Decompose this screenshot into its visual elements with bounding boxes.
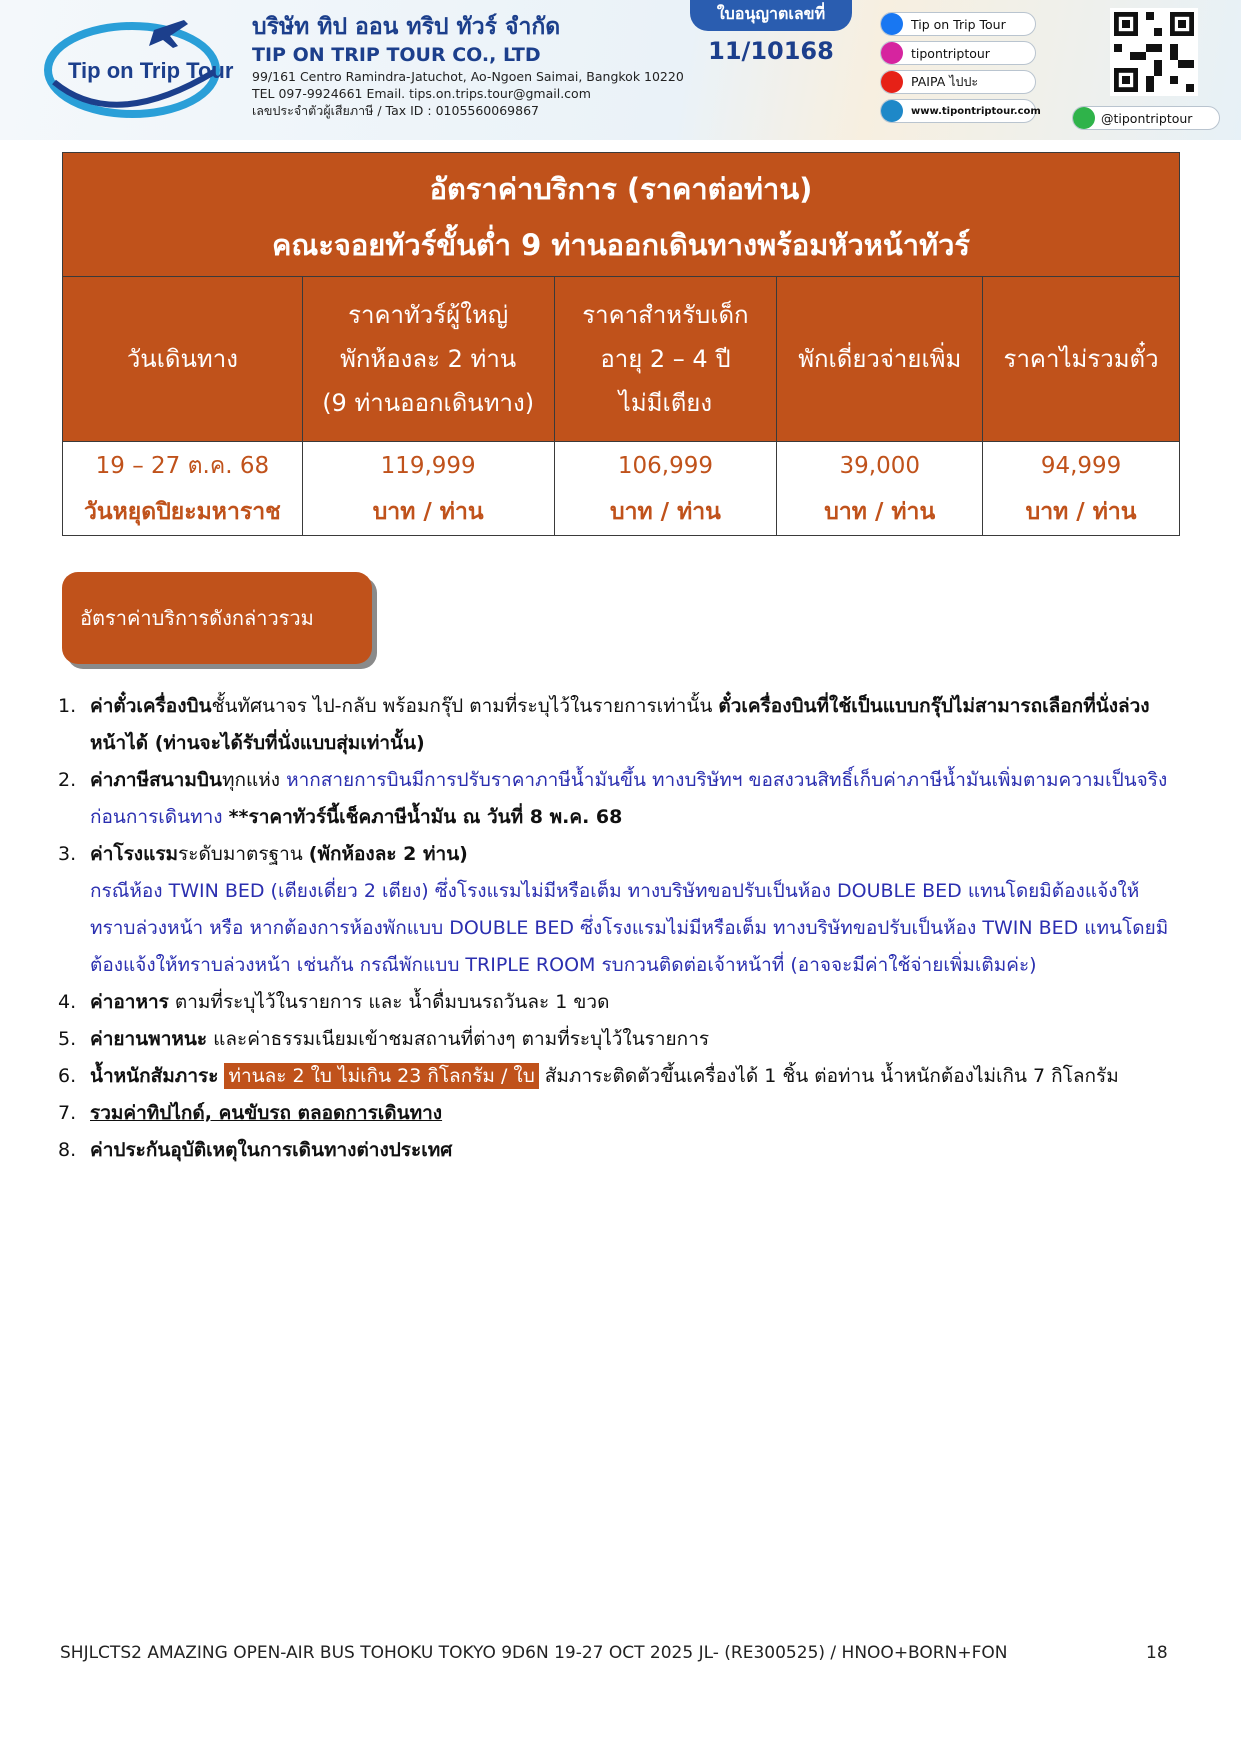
header-travel-date: วันเดินทาง	[63, 277, 303, 442]
section-heading-label: อัตราค่าบริการดังกล่าวรวม	[80, 606, 314, 630]
header-adult-price: ราคาทัวร์ผู้ใหญ่ พักห้องละ 2 ท่าน (9 ท่านออกเดินทาง)	[302, 277, 554, 442]
company-tax-id: เลขประจำตัวผู้เสียภาษี / Tax ID : 0105560069867	[252, 103, 539, 118]
price-table-title	[63, 153, 1180, 277]
price-title-line1: อัตราค่าบริการ (ราคาต่อท่าน)	[429, 171, 813, 206]
social-website[interactable]	[880, 99, 1041, 123]
cell-child-price: 106,999 บาท / ท่าน	[554, 442, 777, 536]
price-table-header-row	[63, 277, 1180, 442]
footer-tour-code: SHJLCTS2 AMAZING OPEN-AIR BUS TOHOKU TOKYO 9D6N 19-27 OCT 2025 JL- (RE300525) / HNOO+BORN+FON	[60, 1643, 1008, 1663]
price-title-line2: คณะจอยทัวร์ขั้นต่ำ 9 ท่านออกเดินทางพร้อมหัวหน้าทัวร์	[272, 227, 970, 262]
company-info	[252, 12, 702, 119]
table-row	[63, 442, 1180, 536]
social-links	[880, 12, 1041, 128]
list-item: 6. น้ำหนักสัมภาระ ท่านละ 2 ใบ ไม่เกิน 23 กิโลกรัม / ใบ สัมภาระติดตัวขึ้นเครื่องได้ 1 ชิ้น ต่อท่าน น้ำหนักต้องไม่เกิน 7 กิโลกรัม	[58, 1065, 1119, 1087]
social-website-label: www.tipontriptour.com	[911, 105, 1041, 117]
cell-no-ticket-price: 94,999 บาท / ท่าน	[983, 442, 1180, 536]
social-facebook-label: Tip on Trip Tour	[911, 16, 1006, 32]
page-header	[0, 0, 1241, 140]
section-heading-tab	[62, 572, 372, 664]
license-number: 11/10168	[708, 37, 834, 65]
includes-list	[58, 688, 1182, 1169]
company-logo	[44, 12, 234, 122]
social-youtube-label: PAIPA ไปปะ	[911, 74, 979, 89]
company-contact: TEL 097-9924661 Email. tips.on.trips.tour@gmail.com	[252, 86, 591, 101]
list-item: 8. ค่าประกันอุบัติเหตุในการเดินทางต่างประเทศ	[58, 1139, 453, 1161]
line-icon	[1073, 107, 1095, 129]
header-single-supplement: พักเดี่ยวจ่ายเพิ่ม	[777, 277, 983, 442]
instagram-icon	[881, 42, 903, 64]
social-line[interactable]	[1072, 106, 1220, 130]
social-instagram-label: tipontriptour	[911, 45, 990, 61]
baggage-highlight: ท่านละ 2 ใบ ไม่เกิน 23 กิโลกรัม / ใบ	[224, 1063, 538, 1089]
list-item: 5. ค่ายานพาหนะ และค่าธรรมเนียมเข้าชมสถานที่ต่างๆ ตามที่ระบุไว้ในรายการ	[58, 1028, 710, 1050]
list-item: 7. รวมค่าทิปไกด์, คนขับรถ ตลอดการเดินทาง	[58, 1102, 443, 1124]
license-label: ใบอนุญาตเลขที่	[690, 0, 852, 31]
social-youtube[interactable]	[880, 70, 1036, 94]
social-facebook[interactable]	[880, 12, 1036, 36]
company-name-th: บริษัท ทิป ออน ทริป ทัวร์ จำกัด	[252, 14, 561, 40]
social-line-label: @tipontriptour	[1101, 110, 1193, 126]
price-table	[62, 152, 1180, 536]
youtube-icon	[881, 71, 903, 93]
company-name-en: TIP ON TRIP TOUR CO., LTD	[252, 44, 541, 66]
logo-text: Tip on Trip Tour	[68, 58, 234, 83]
header-child-price: ราคาสำหรับเด็ก อายุ 2 – 4 ปี ไม่มีเตียง	[554, 277, 777, 442]
qr-code[interactable]	[1110, 8, 1198, 96]
page-number: 18	[1146, 1643, 1168, 1663]
web-icon	[881, 100, 903, 122]
facebook-icon	[881, 13, 903, 35]
cell-adult-price: 119,999 บาท / ท่าน	[302, 442, 554, 536]
cell-single-supplement: 39,000 บาท / ท่าน	[777, 442, 983, 536]
license-badge	[690, 0, 852, 68]
social-instagram[interactable]	[880, 41, 1036, 65]
company-address: 99/161 Centro Ramindra-Jatuchot, Ao-Ngoen Saimai, Bangkok 10220	[252, 69, 684, 84]
list-item: 2. ค่าภาษีสนามบินทุกแห่ง หากสายการบินมีการปรับราคาภาษีน้ำมันขึ้น ทางบริษัทฯ ขอสงวนสิทธิ์เก็บค่าภาษีน้ำมันเพิ่มตามความเป็นจริงก่อนการเดินทาง **ราคาทัวร์นี้เช็คภาษีน้ำมัน ณ วันที่ 8 พ.ค. 68	[58, 769, 1168, 828]
cell-travel-date: 19 – 27 ต.ค. 68 วันหยุดปิยะมหาราช	[63, 442, 303, 536]
list-item: 4. ค่าอาหาร ตามที่ระบุไว้ในรายการ และ น้ำดื่มบนรถวันละ 1 ขวด	[58, 991, 610, 1013]
header-no-ticket-price: ราคาไม่รวมตั๋ว	[983, 277, 1180, 442]
list-item: 1. ค่าตั๋วเครื่องบินชั้นทัศนาจร ไป-กลับ พร้อมกรุ๊ป ตามที่ระบุไว้ในรายการเท่านั้น ตั๋วเครื่องบินที่ใช้เป็นแบบกรุ๊ปไม่สามารถเลือกที่นั่งล่วงหน้าได้ (ท่านจะได้รับที่นั่งแบบสุ่มเท่านั้น)	[58, 695, 1150, 754]
list-item: 3. ค่าโรงแรมระดับมาตรฐาน (พักห้องละ 2 ท่าน) กรณีห้อง TWIN BED (เตียงเดี่ยว 2 เตียง) ซึ่งโรงแรมไม่มีหรือเต็ม ทางบริษัทขอปรับเป็นห้อง DOUBLE BED แทนโดยมิต้องแจ้งให้ทราบล่วงหน้า หรือ หากต้องการห้องพักแบบ DOUBLE BED ซึ่งโรงแรมไม่มีหรือเต็ม ทางบริษัทขอปรับเป็นห้อง TWIN BED แทนโดยมิต้องแจ้งให้ทราบล่วงหน้า เช่นกัน กรณีพักแบบ TRIPLE ROOM รบกวนติดต่อเจ้าหน้าที่ (อาจจะมีค่าใช้จ่ายเพิ่มเติมค่ะ)	[58, 843, 1169, 976]
